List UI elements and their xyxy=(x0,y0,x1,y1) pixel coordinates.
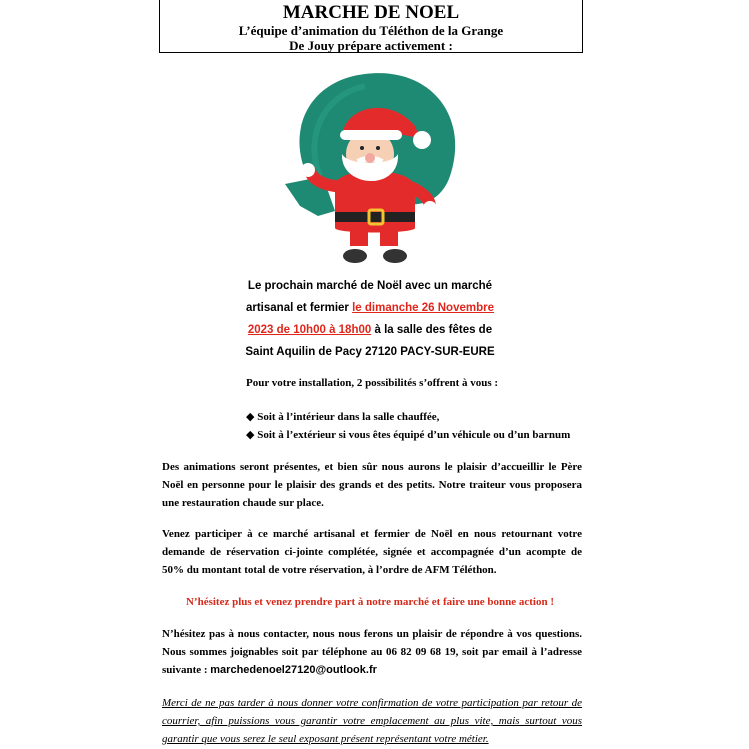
closing-note: Merci de ne pas tarder à nous donner votre confirmation de votre participation par retour de courrier, afin puissions vous garantir votre emplacement au plus vite, mais surtout vous garantir que vous serez le seul exposant présent représentant votre métier. xyxy=(162,697,582,745)
announcement-date: le dimanche 26 Novembre xyxy=(352,302,494,314)
announcement-line-2-text: artisanal et fermier xyxy=(245,302,353,314)
header-line-2: De Jouy prépare activement : xyxy=(289,38,453,53)
announcement-address: Saint Aquilin de Pacy 27120 PACY-SUR-EURE xyxy=(245,346,495,358)
contact-paragraph xyxy=(162,625,582,679)
paragraph-participation: Venez participer à ce marché artisanal et fermier de Noël en nous retournant votre demande de réservation ci-jointe complétée, signée et accompagnée d’un acompte de 50% du montant total de votre réservation, à l’ordre de AFM Téléthon. xyxy=(162,528,582,576)
paragraph-animations: Des animations seront présentes, et bien sûr nous aurons le plaisir d’accueillir le Père Noël en personne pour le plaisir des grands et des petits. Notre traiteur vous proposera une restauration chaude sur place. xyxy=(162,461,582,509)
santa-claus-with-sack-icon xyxy=(280,66,465,266)
installation-intro: Pour votre installation, 2 possibilités s’offrent à vous : xyxy=(246,377,499,389)
announcement-line-2 xyxy=(200,302,540,314)
installation-option-2 xyxy=(246,428,570,441)
contact-text: N’hésitez pas à nous contacter, nous nous ferons un plaisir de répondre à vos questions. Nous sommes joignables soit par téléphone au 06 82 09 68 19, soit par email à l’adresse suivante : xyxy=(162,628,582,676)
diamond-bullet-icon: ◆ xyxy=(246,429,255,441)
option-text: Soit à l’extérieur si vous êtes équipé d’un véhicule ou d’un barnum xyxy=(257,429,571,441)
page-title: MARCHE DE NOEL xyxy=(282,2,460,23)
announcement-line-3 xyxy=(200,324,540,336)
announcement-line-3-text: à la salle des fêtes de xyxy=(371,324,493,336)
header-line-1: L’équipe d’animation du Téléthon de la Grange xyxy=(238,23,504,38)
header-box xyxy=(159,0,583,53)
announcement-time: 2023 de 10h00 à 18h00 xyxy=(247,324,372,336)
announcement-line-1: Le prochain marché de Noël avec un marché xyxy=(247,280,493,292)
call-to-action: N’hésitez plus et venez prendre part à notre marché et faire une bonne action ! xyxy=(185,596,555,608)
contact-email[interactable]: marchedenoel27120@outlook.fr xyxy=(210,664,377,676)
option-text: Soit à l’intérieur dans la salle chauffée, xyxy=(257,411,440,423)
diamond-bullet-icon: ◆ xyxy=(246,411,255,423)
installation-option-1 xyxy=(246,410,439,423)
